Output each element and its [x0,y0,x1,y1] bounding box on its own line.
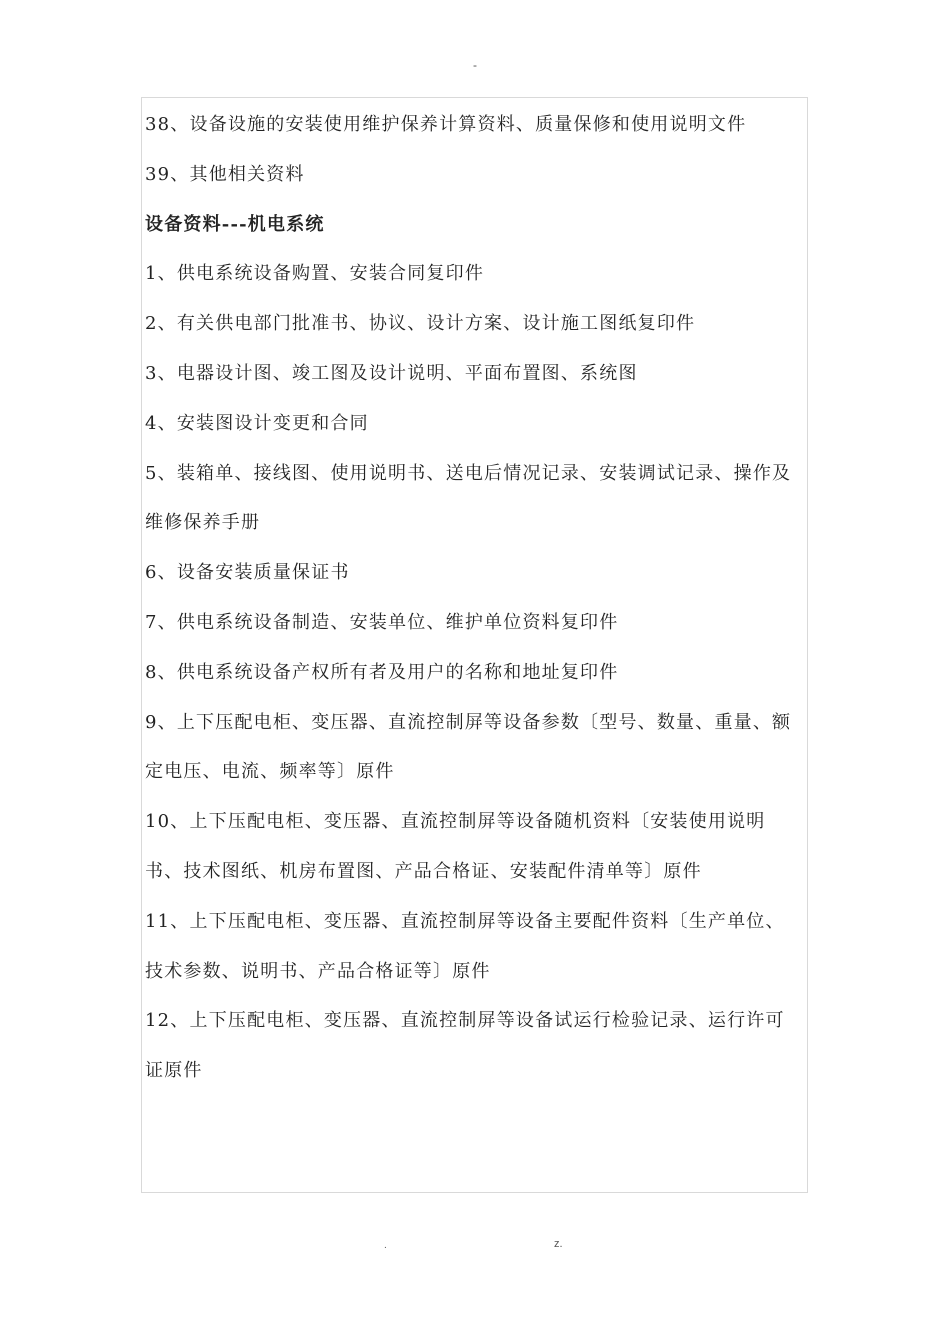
list-item-7: 7、供电系统设备制造、安装单位、维护单位资料复印件 [145,611,619,633]
section-heading: 设备资料---机电系统 [145,213,325,235]
list-item-11: 11、上下压配电柜、变压器、直流控制屏等设备主要配件资料〔生产单位、技术参数、说明书、产品合格证等〕原件 [145,910,785,982]
list-item-4: 4、安装图设计变更和合同 [145,412,369,434]
list-item-1: 1、供电系统设备购置、安装合同复印件 [145,263,485,285]
document-content [145,100,795,1096]
header-mark: - [473,58,477,72]
list-item-3: 3、电器设计图、竣工图及设计说明、平面布置图、系统图 [145,362,638,384]
footer-mark: z. [554,1238,563,1250]
list-item-9: 9、上下压配电柜、变压器、直流控制屏等设备参数〔型号、数量、重量、额定电压、电流、频率等〕原件 [145,711,792,783]
list-item-38: 38、设备设施的安装使用维护保养计算资料、质量保修和使用说明文件 [145,114,747,135]
list-item-8: 8、供电系统设备产权所有者及用户的名称和地址复印件 [145,661,619,683]
list-item-12: 12、上下压配电柜、变压器、直流控制屏等设备试运行检验记录、运行许可证原件 [145,1010,785,1082]
list-item-5: 5、装箱单、接线图、使用说明书、送电后情况记录、安装调试记录、操作及维修保养手册 [145,462,792,534]
list-item-39: 39、其他相关资料 [145,163,305,185]
list-item-2: 2、有关供电部门批准书、协议、设计方案、设计施工图纸复印件 [145,313,696,335]
list-item-6: 6、设备安装质量保证书 [145,562,350,584]
list-item-10: 10、上下压配电柜、变压器、直流控制屏等设备随机资料〔安装使用说明书、技术图纸、机房布置图、产品合格证、安装配件清单等〕原件 [145,811,766,882]
footer-dot: . [384,1240,387,1251]
